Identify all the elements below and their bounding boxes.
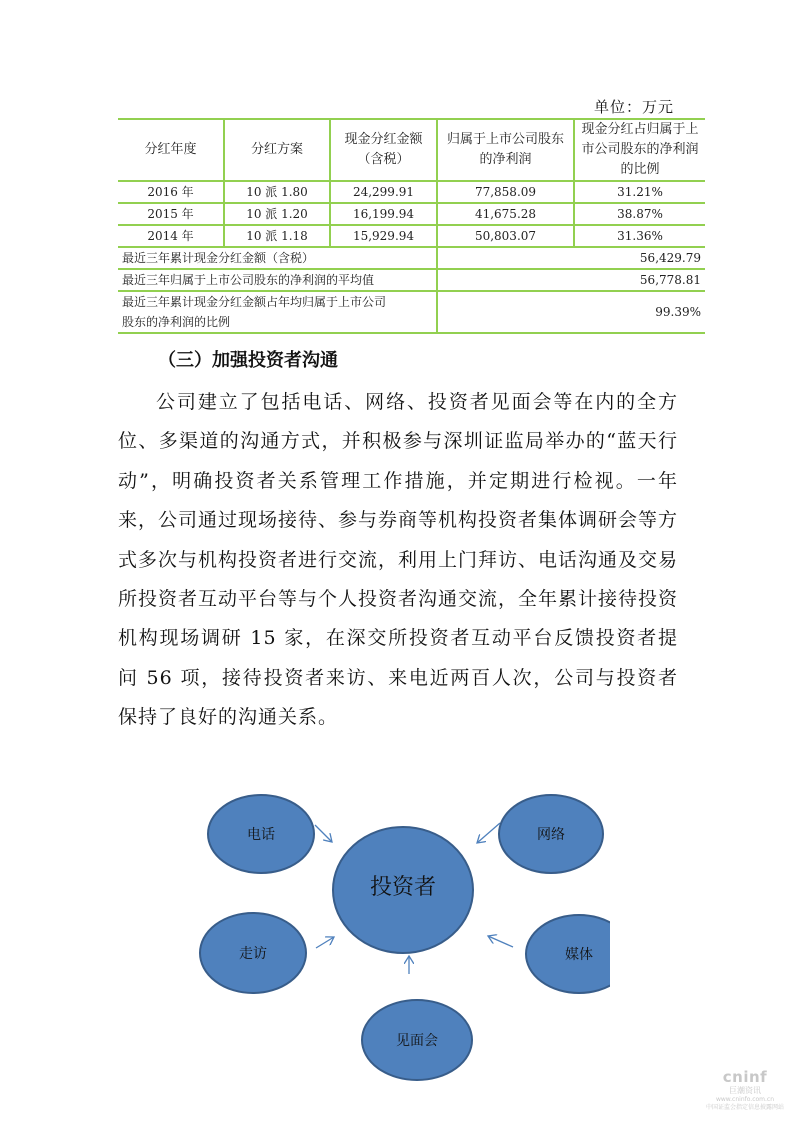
dividend-table — [118, 118, 705, 334]
node-visit — [200, 913, 306, 993]
watermark-org: 中国证监会指定信息披露网站 — [705, 1104, 784, 1111]
cell-cash-dividend: 24,299.91 — [330, 181, 437, 203]
summary-label: 最近三年累计现金分红金额占年均归属于上市公司 股东的净利润的比例 — [118, 291, 437, 333]
node-meeting — [362, 1000, 472, 1080]
table-header-row — [118, 119, 705, 181]
node-network — [499, 795, 603, 873]
summary-row — [118, 269, 705, 291]
svg-text:见面会: 见面会 — [396, 1033, 438, 1049]
cninfo-logo: cninf — [722, 1068, 768, 1086]
cell-year: 2014 年 — [118, 225, 224, 247]
header-year: 分红年度 — [118, 119, 224, 181]
cell-ratio: 38.87% — [574, 203, 705, 225]
svg-text:网络: 网络 — [537, 827, 565, 843]
summary-label: 最近三年累计现金分红金额（含税） — [118, 247, 437, 269]
node-phone — [208, 795, 314, 873]
header-net-profit: 归属于上市公司股东 的净利润 — [437, 119, 574, 181]
summary-row — [118, 291, 705, 333]
summary-label: 最近三年归属于上市公司股东的净利润的平均值 — [118, 269, 437, 291]
svg-text:媒体: 媒体 — [565, 947, 593, 963]
cell-year: 2016 年 — [118, 181, 224, 203]
cninfo-watermark — [700, 1068, 790, 1112]
header-ratio: 现金分红占归属于上 市公司股东的净利润 的比例 — [574, 119, 705, 181]
cell-plan: 10 派 1.18 — [224, 225, 330, 247]
header-plan: 分红方案 — [224, 119, 330, 181]
summary-value: 56,778.81 — [437, 269, 705, 291]
section-paragraph: 公司建立了包括电话、网络、投资者见面会等在内的全方位、多渠道的沟通方式，并积极参与深圳证监局举办的“蓝天行动”，明确投资者关系管理工作措施，并定期进行检视。一年来，公司通过现场接待、参与券商等机构投资者集体调研会等方式多次与机构投资者进行交流，利用上门拜访、电话沟通及交易所投资者互动平台等与个人投资者沟通交流，全年累计接待投资机构现场调研 15 家，在深交所投资者互动平台反馈投资者提问 56 项，接待投资者来访、来电近两百人次，公司与投资者保持了良好的沟通关系。 — [118, 391, 679, 729]
svg-text:走访: 走访 — [239, 946, 267, 962]
header-cash-dividend: 现金分红金额 （含税） — [330, 119, 437, 181]
watermark-url: www.cninfo.com.cn — [715, 1096, 775, 1103]
summary-row — [118, 247, 705, 269]
cell-ratio: 31.36% — [574, 225, 705, 247]
svg-text:电话: 电话 — [247, 827, 275, 843]
cell-net-profit: 50,803.07 — [437, 225, 574, 247]
cell-ratio: 31.21% — [574, 181, 705, 203]
section-heading: （三）加强投资者沟通 — [158, 350, 338, 371]
cell-year: 2015 年 — [118, 203, 224, 225]
cell-plan: 10 派 1.20 — [224, 203, 330, 225]
summary-value: 56,429.79 — [437, 247, 705, 269]
table-row — [118, 225, 705, 247]
cell-cash-dividend: 15,929.94 — [330, 225, 437, 247]
table-row — [118, 203, 705, 225]
investor-communication-diagram — [190, 780, 610, 1110]
watermark-name: 巨潮资讯 — [729, 1086, 761, 1095]
center-node — [333, 827, 473, 953]
cell-plan: 10 派 1.80 — [224, 181, 330, 203]
summary-value: 99.39% — [437, 291, 705, 333]
cell-net-profit: 77,858.09 — [437, 181, 574, 203]
unit-label: 单位：万元 — [594, 98, 675, 116]
svg-text:投资者: 投资者 — [369, 875, 437, 900]
cell-cash-dividend: 16,199.94 — [330, 203, 437, 225]
node-media — [526, 915, 610, 993]
cell-net-profit: 41,675.28 — [437, 203, 574, 225]
table-row — [118, 181, 705, 203]
